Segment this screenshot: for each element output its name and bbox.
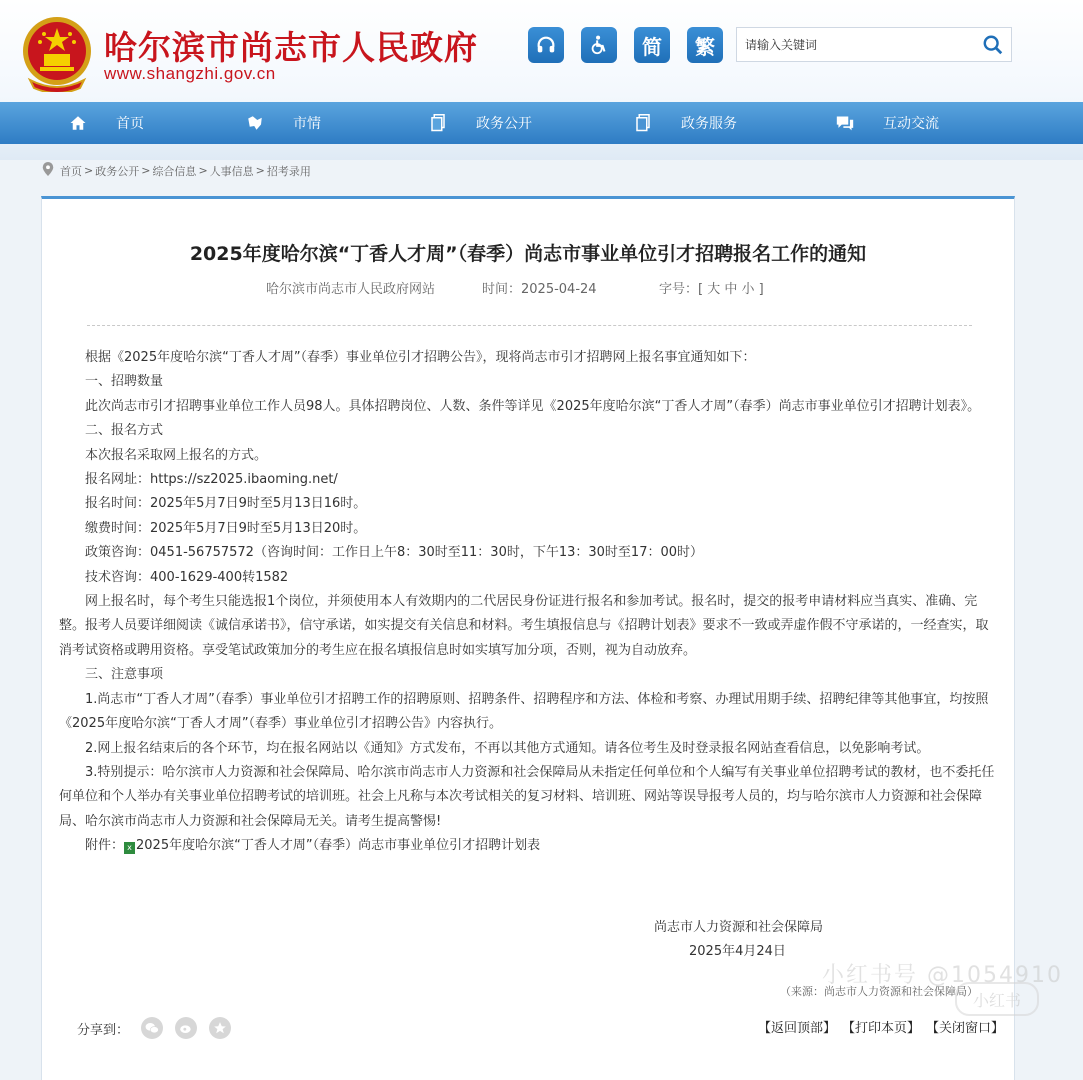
article-source-site: 哈尔滨市尚志市人民政府网站 (266, 282, 436, 297)
weibo-icon[interactable] (175, 1017, 197, 1039)
share-label: 分享到： (77, 1022, 130, 1038)
section-heading: 一、招聘数量 (85, 374, 164, 390)
close-window-link[interactable]: 【关闭窗口】 (925, 1021, 1004, 1036)
watermark-badge: 小红书 (955, 982, 1039, 1016)
nav-item-label: 首页 (116, 116, 144, 132)
chat-icon (835, 113, 855, 133)
nav-item-label: 互动交流 (883, 116, 939, 132)
paragraph: 3.特别提示：哈尔滨市人力资源和社会保障局、哈尔滨市尚志市人力资源和社会保障局从未指定任何单位和个人编写有关事业单位招聘考试的教材，也不委托任何单位和个人举办有关事业单位招聘考试的培训班。社会上凡称与本次考试相关的复习材料、培训班、网站等误导报考人员的，均与哈尔滨市人力资源和社会保障局、哈尔滨市尚志市人力资源和社会保障局无关。请考生提高警惕! (59, 764, 995, 829)
paragraph: 政策咨询：0451-56757572（咨询时间：工作日上午8：30时至11：30时，下午13：30时至17：00时） (85, 545, 704, 561)
registration-url: 报名网址：https://sz2025.ibaoming.net/ (85, 472, 338, 488)
main-nav (0, 102, 1083, 144)
document-icon (428, 113, 448, 133)
excel-file-icon: x (124, 842, 135, 854)
paragraph: 1.尚志市“丁香人才周”（春季）事业单位引才招聘工作的招聘原则、招聘条件、招聘程序和方法、体检和考察、办理试用期手续、招聘纪律等其他事宜，均按照《2025年度哈尔滨“丁香人才周”（春季）事业单位引才招聘公告》内容执行。 (59, 691, 989, 732)
national-emblem-icon (20, 14, 94, 92)
article-body (59, 346, 997, 859)
headphones-icon[interactable] (528, 27, 564, 63)
breadcrumb-item-home[interactable]: 首页 (60, 164, 82, 178)
nav-item-label: 政务服务 (681, 116, 737, 132)
back-to-top-link[interactable]: 【返回顶部】 (757, 1021, 836, 1036)
article-time: 时间：2025-04-24 (482, 282, 597, 297)
paragraph: 此次尚志市引才招聘事业单位工作人员98人。具体招聘岗位、人数、条件等详见《2025年度哈尔滨“丁香人才周”（春季）尚志市事业单位引才招聘计划表》。 (85, 398, 981, 414)
site-url[interactable]: www.shangzhi.gov.cn (104, 64, 276, 83)
breadcrumb-item-recruitment[interactable]: 招考录用 (266, 164, 311, 178)
nav-item-gov-services[interactable] (633, 102, 737, 144)
section-heading: 二、报名方式 (85, 423, 164, 439)
paragraph: 缴费时间：2025年5月7日9时至5月13日20时。 (85, 520, 367, 536)
article-title: 2025年度哈尔滨“丁香人才周”（春季）尚志市事业单位引才招聘报名工作的通知 (189, 243, 867, 265)
traditional-chinese-button[interactable]: 繁 (687, 27, 723, 63)
nav-item-interaction[interactable] (835, 102, 939, 144)
signature-date: 2025年4月24日 (689, 944, 786, 959)
breadcrumb: 首页 > 政务公开 > 综合信息 > 人事信息 > 招考录用 (42, 162, 313, 179)
paragraph: 根据《2025年度哈尔滨“丁香人才周”（春季）事业单位引才招聘公告》，现将尚志市引才招聘网上报名事宜通知如下： (85, 350, 756, 365)
home-icon (68, 113, 88, 133)
paragraph: 本次报名采取网上报名的方式。 (85, 447, 268, 463)
search-icon[interactable] (975, 28, 1011, 61)
watermark-text: 小红书号 @1054910 (822, 963, 1063, 988)
location-pin-icon (42, 162, 54, 179)
nav-item-gov-affairs-open[interactable] (428, 102, 532, 144)
article-container (41, 196, 1015, 1080)
paragraph: 网上报名时，每个考生只能选报1个岗位，并须使用本人有效期内的二代居民身份证进行报名和参加考试。报名时，提交的报考申请材料应当真实、准确、完整。报考人员要详细阅读《诚信承诺书》，信守承诺，如实提交有关信息和材料。考生填报信息与《招聘计划表》要求不一致或弄虚作假不守承诺的，一经查实，取消考试资格或聘用资格。享受笔试政策加分的考生应在报名填报信息时如实填写加分项，否则，视为自动放弃。 (59, 594, 989, 658)
search-input[interactable] (737, 28, 991, 61)
search-box (736, 27, 1012, 62)
paragraph: 2.网上报名结束后的各个环节，均在报名网站以《通知》方式发布，不再以其他方式通知。请各位考生及时登录报名网站查看信息，以免影响考试。 (85, 740, 930, 756)
site-title[interactable]: 哈尔滨市尚志市人民政府 (104, 28, 478, 67)
article-source: （来源：尚志市人力资源和社会保障局） (780, 985, 978, 998)
print-page-link[interactable]: 【打印本页】 (841, 1021, 920, 1036)
attachment-link[interactable]: 2025年度哈尔滨“丁香人才周”（春季）尚志市事业单位引才招聘计划表 (136, 838, 541, 854)
nav-item-city-info[interactable] (245, 102, 321, 144)
attachment-label: 附件： (85, 838, 125, 854)
page-actions (752, 1017, 1004, 1036)
section-heading: 三、注意事项 (85, 667, 164, 683)
signature-org: 尚志市人力资源和社会保障局 (654, 920, 824, 935)
font-size-switch[interactable]: 字号：[ 大 中 小 ] (659, 282, 764, 297)
wechat-icon[interactable] (141, 1017, 163, 1039)
wheelchair-icon[interactable] (581, 27, 617, 63)
paragraph: 技术咨询：400-1629-400转1582 (85, 569, 289, 585)
breadcrumb-item-personnel-info[interactable]: 人事信息 (209, 164, 254, 178)
breadcrumb-item-gov-affairs-open[interactable]: 政务公开 (95, 164, 140, 178)
qzone-star-icon[interactable] (209, 1017, 231, 1039)
breadcrumb-item-general-info[interactable]: 综合信息 (152, 164, 197, 178)
nav-item-home[interactable] (68, 102, 144, 144)
site-header (0, 0, 1083, 160)
attachment-line (59, 834, 997, 858)
nav-item-label: 政务公开 (476, 116, 532, 132)
title-divider (87, 325, 972, 326)
paragraph: 报名时间：2025年5月7日9时至5月13日16时。 (85, 496, 367, 512)
nav-item-label: 市情 (293, 116, 321, 132)
simplified-chinese-button[interactable]: 简 (634, 27, 670, 63)
share-bar (77, 1017, 231, 1039)
map-icon (245, 113, 265, 133)
document-icon (633, 113, 653, 133)
